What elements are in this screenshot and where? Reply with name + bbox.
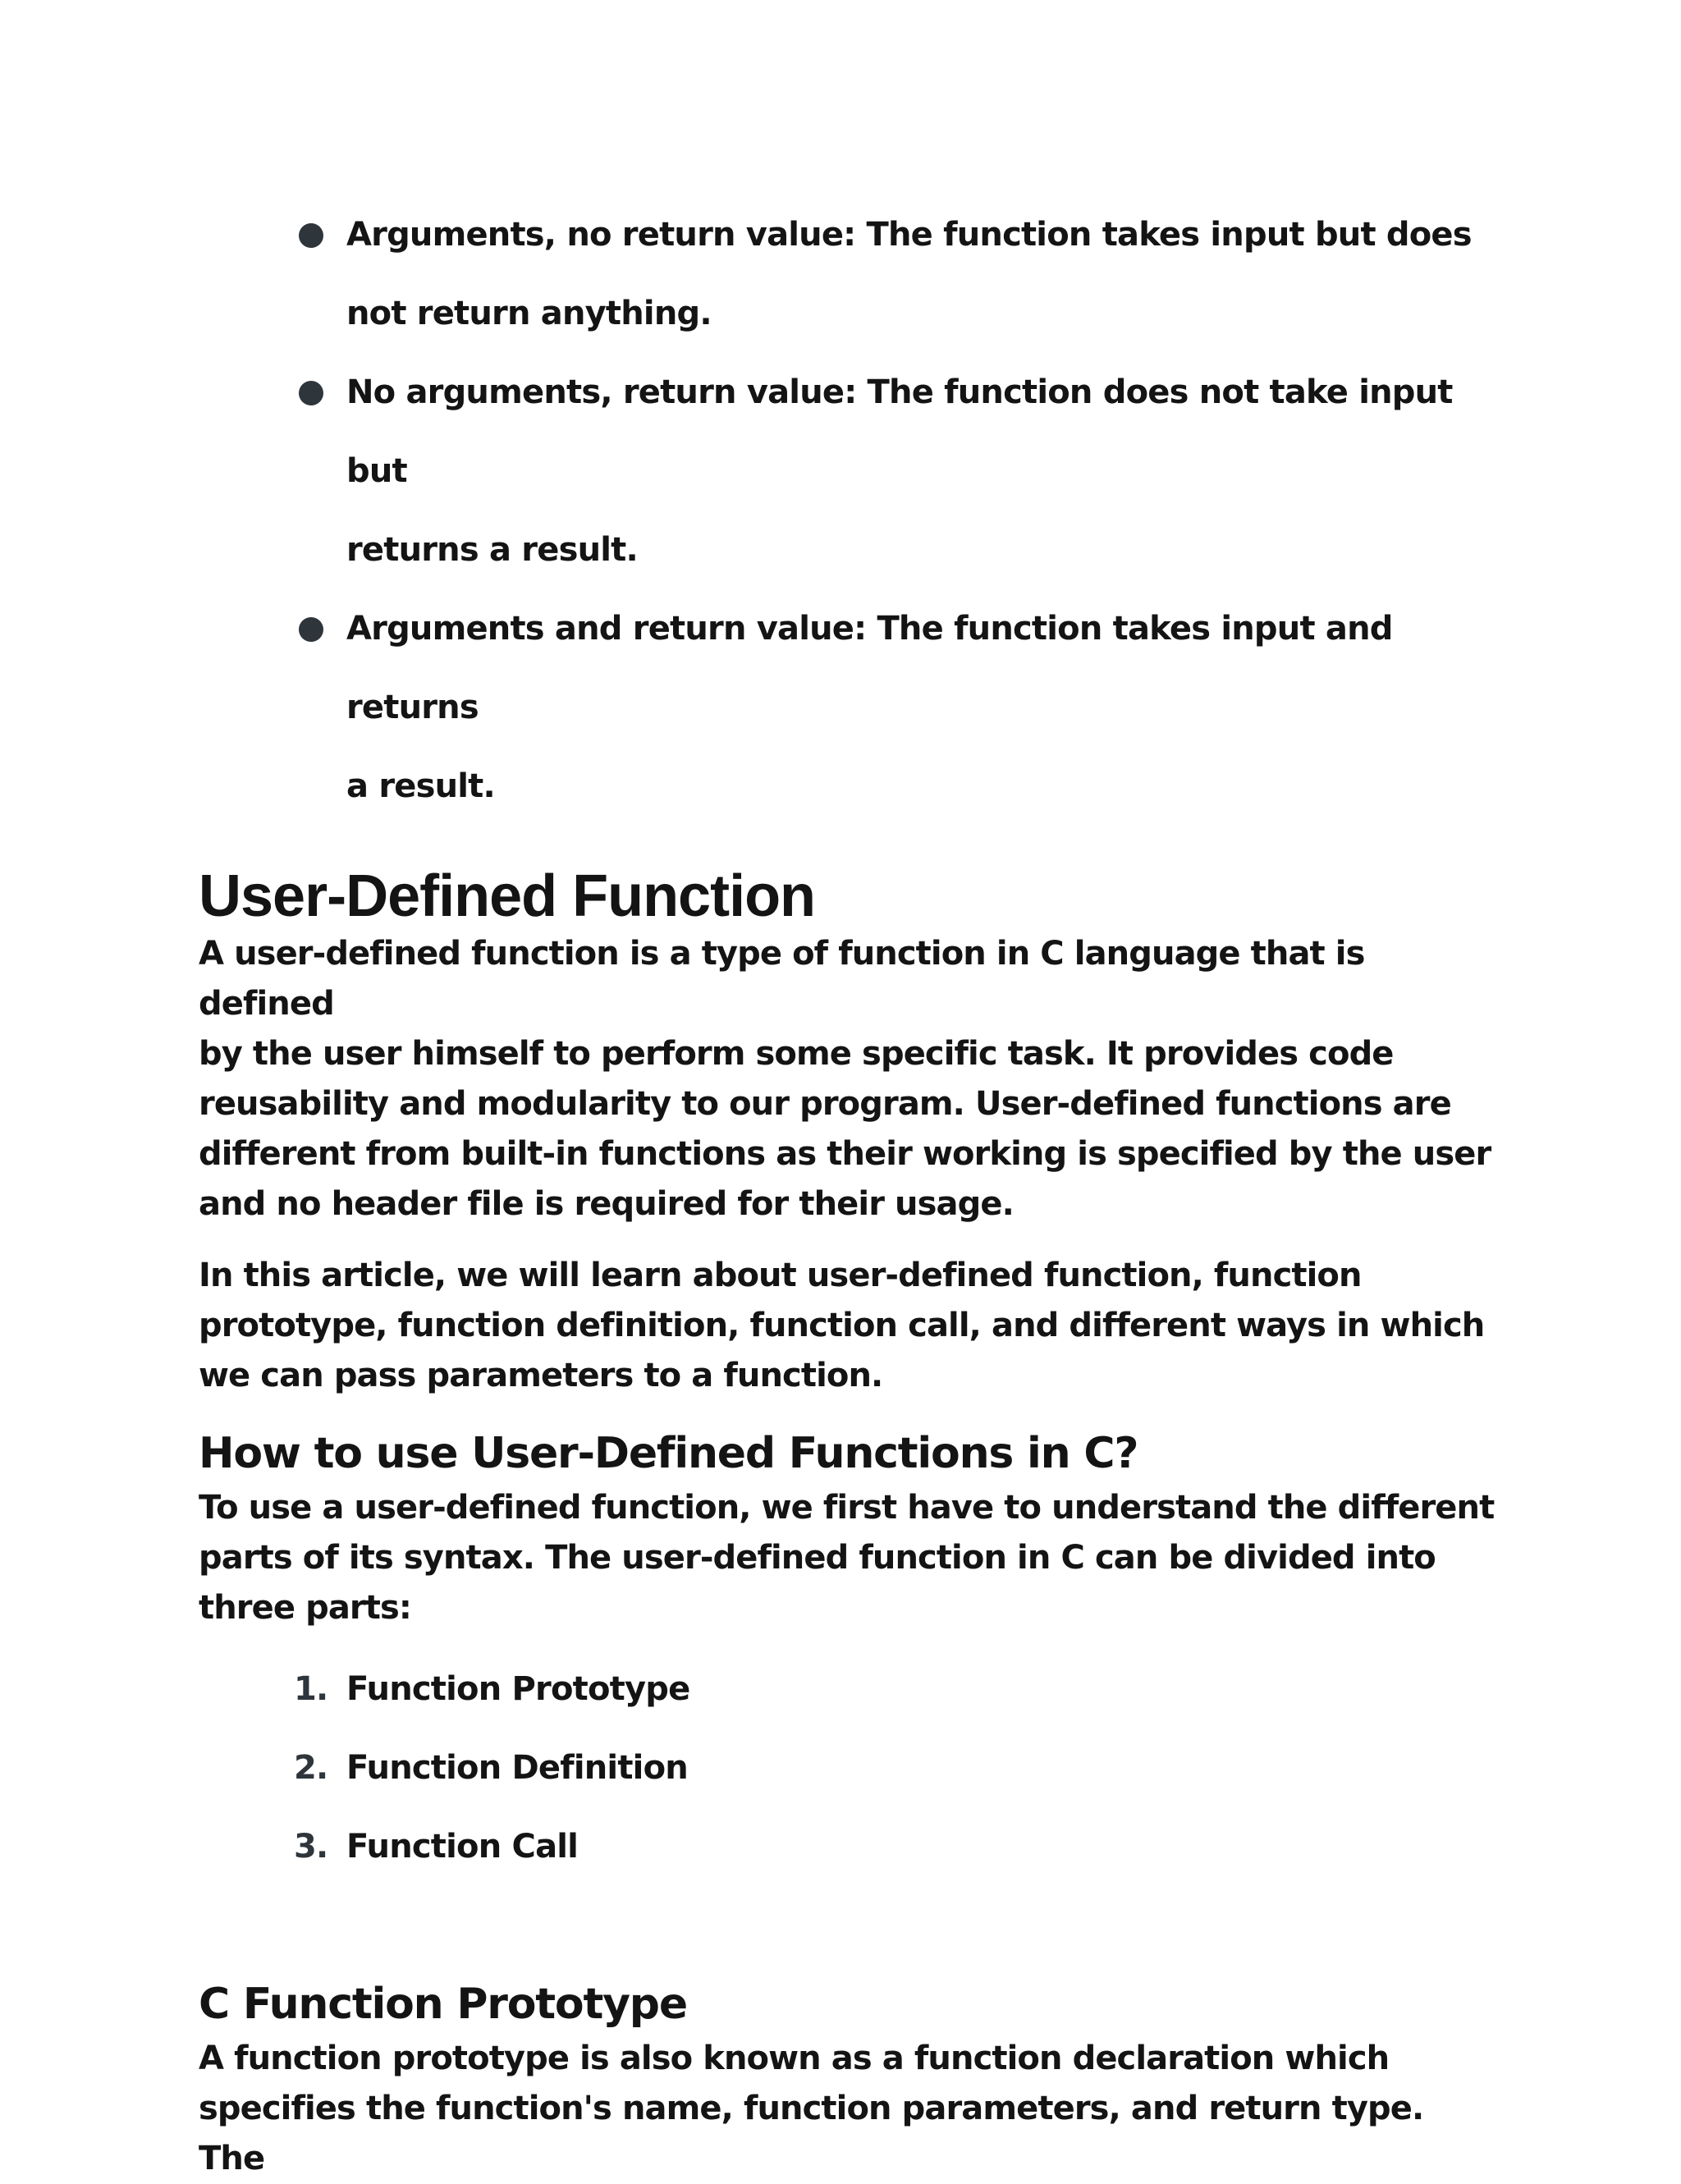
list-item-label: Function Definition: [346, 1749, 688, 1787]
list-number: 3.: [294, 1828, 328, 1866]
paragraph-line: three parts:: [199, 1589, 411, 1627]
return-type-list: [199, 195, 1495, 826]
function-parts-list: [199, 1650, 1495, 1886]
paragraph-article-scope: [199, 1251, 1495, 1401]
paragraph-syntax-parts: [199, 1483, 1495, 1633]
list-item-line: a result.: [346, 767, 495, 805]
list-item-line: Arguments, no return value: The function takes input but does: [346, 216, 1472, 254]
list-item-label: Function Prototype: [346, 1670, 690, 1708]
bullet-icon: [299, 617, 323, 642]
paragraph-line: parts of its syntax. The user-defined function in C can be divided into: [199, 1539, 1436, 1577]
paragraph-intro: [199, 929, 1495, 1229]
list-item-line: No arguments, return value: The function does not take input but: [346, 373, 1453, 490]
list-item: [346, 589, 1495, 826]
section-heading-user-defined-function: User-Defined Function: [199, 863, 816, 929]
paragraph-line: and no header file is required for their usage.: [199, 1185, 1014, 1223]
paragraph-prototype: [199, 2034, 1495, 2184]
paragraph-line: by the user himself to perform some specific task. It provides code: [199, 1035, 1394, 1073]
list-item: [294, 1650, 1495, 1728]
list-item: [346, 353, 1495, 589]
paragraph-line: reusability and modularity to our program. User-defined functions are: [199, 1085, 1451, 1123]
list-item-label: Function Call: [346, 1828, 579, 1866]
section-heading-how-to-use: How to use User-Defined Functions in C?: [199, 1429, 1138, 1478]
paragraph-line: In this article, we will learn about user-defined function, function: [199, 1257, 1362, 1294]
paragraph-line: A user-defined function is a type of function in C language that is defined: [199, 935, 1365, 1023]
paragraph-line: different from built-in functions as their working is specified by the user: [199, 1135, 1491, 1173]
paragraph-line: prototype, function definition, function call, and different ways in which: [199, 1307, 1485, 1344]
bullet-icon: [299, 223, 323, 248]
paragraph-line: A function prototype is also known as a function declaration which: [199, 2040, 1390, 2077]
document-content: [199, 195, 1495, 2184]
list-number: 2.: [294, 1749, 328, 1787]
list-item: [294, 1728, 1495, 1807]
paragraph-line: we can pass parameters to a function.: [199, 1357, 883, 1394]
list-item-line: not return anything.: [346, 295, 712, 332]
paragraph-line: To use a user-defined function, we first have to understand the different: [199, 1489, 1495, 1527]
list-item: [294, 1807, 1495, 1886]
list-item: [346, 195, 1495, 353]
paragraph-line: specifies the function's name, function parameters, and return type. The: [199, 2090, 1424, 2177]
list-item-line: returns a result.: [346, 531, 638, 569]
list-item-line: Arguments and return value: The function takes input and returns: [346, 610, 1393, 726]
section-heading-function-prototype: C Function Prototype: [199, 1980, 687, 2029]
bullet-icon: [299, 381, 323, 405]
list-number: 1.: [294, 1670, 328, 1708]
